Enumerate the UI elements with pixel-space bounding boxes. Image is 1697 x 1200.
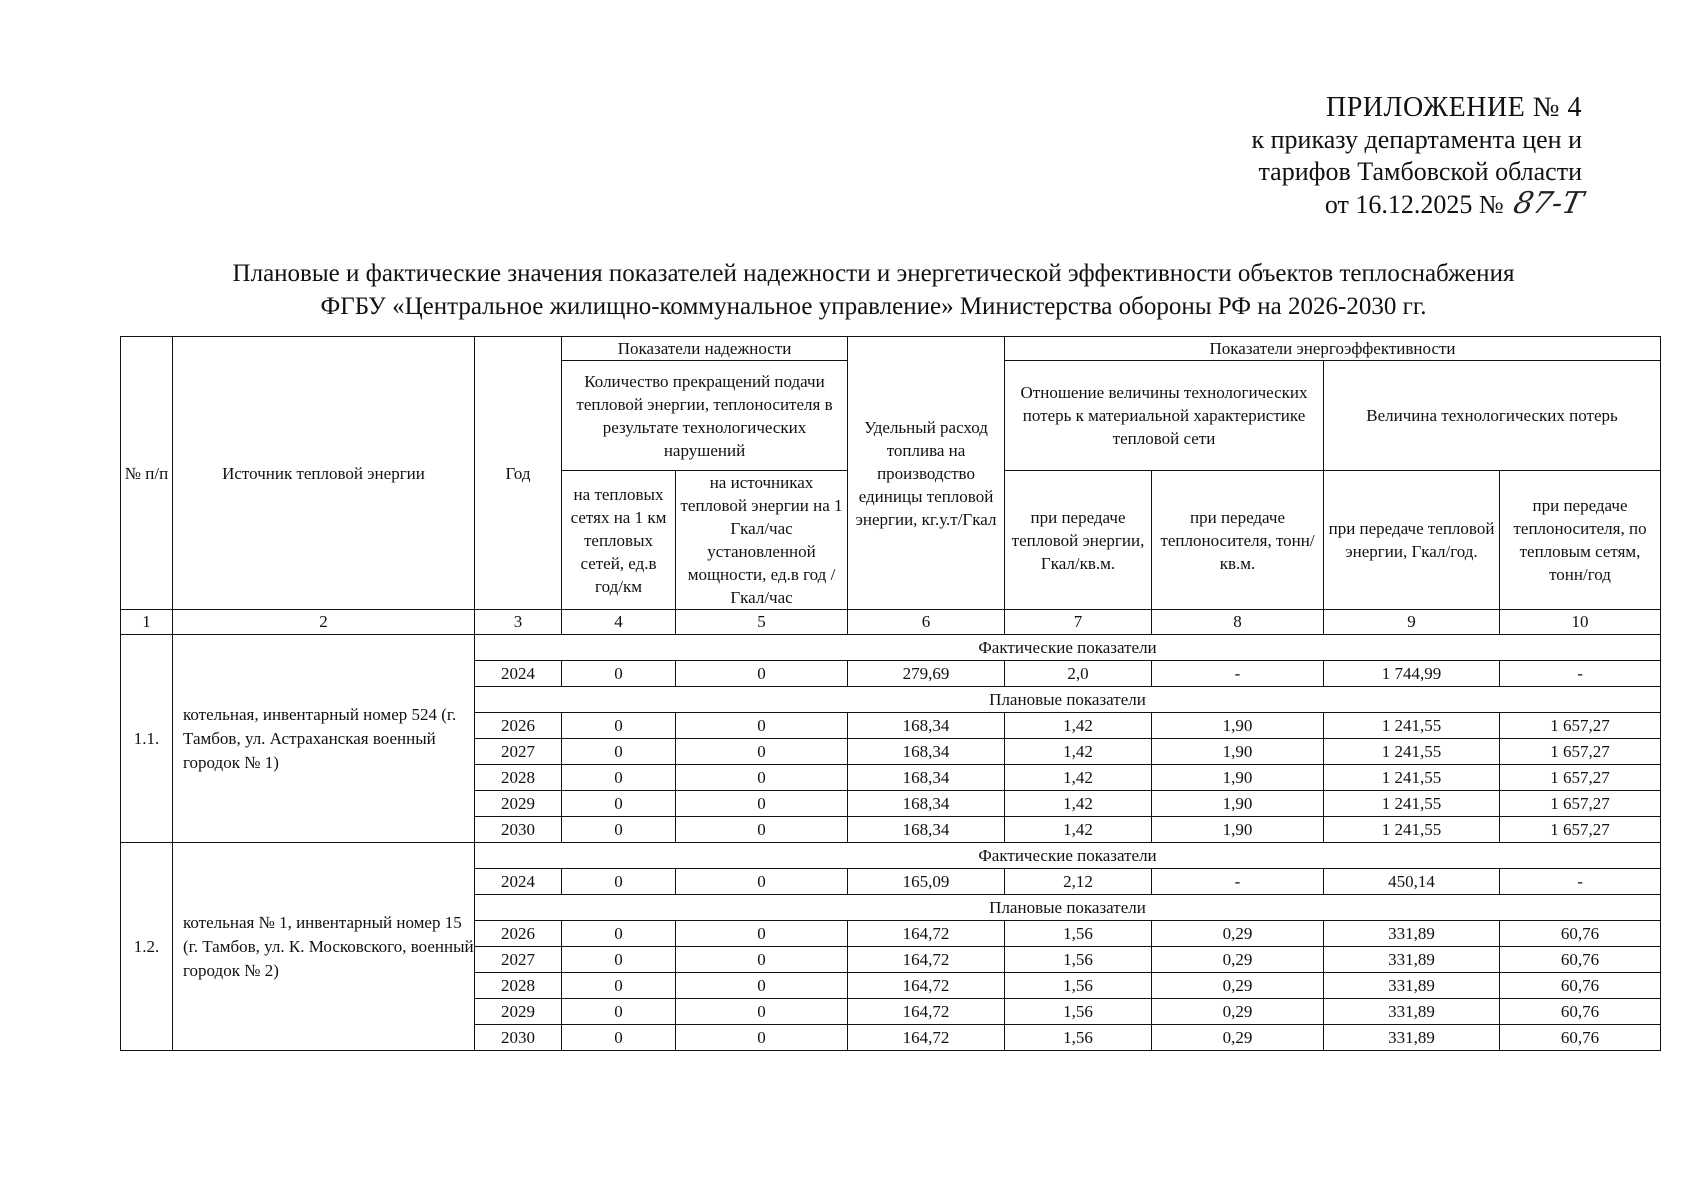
table-cell: 1 241,55 bbox=[1324, 713, 1500, 739]
column-number: 5 bbox=[676, 610, 848, 635]
table-cell: 1 657,27 bbox=[1500, 765, 1661, 791]
table-cell: 2030 bbox=[475, 1025, 562, 1051]
table-cell: - bbox=[1152, 661, 1324, 687]
table-cell: 168,34 bbox=[848, 817, 1005, 843]
document-title-line-1: Плановые и фактические значения показателей надежности и энергетической эффективности объектов теплоснабжения bbox=[232, 260, 1515, 287]
table-cell: 0 bbox=[676, 999, 848, 1025]
appendix-line-3 bbox=[1252, 186, 1586, 221]
table-cell: 0,29 bbox=[1152, 947, 1324, 973]
indicators-table-body bbox=[121, 610, 1661, 1051]
appendix-title: ПРИЛОЖЕНИЕ № 4 bbox=[1326, 92, 1582, 123]
table-cell: 1,56 bbox=[1005, 947, 1152, 973]
table-cell: 1 657,27 bbox=[1500, 739, 1661, 765]
table-cell: 2027 bbox=[475, 739, 562, 765]
header-efficiency: Показатели энергоэффективности bbox=[1005, 337, 1661, 361]
table-cell: 331,89 bbox=[1324, 973, 1500, 999]
table-cell: 164,72 bbox=[848, 947, 1005, 973]
table-cell: 168,34 bbox=[848, 791, 1005, 817]
column-number: 7 bbox=[1005, 610, 1152, 635]
table-cell: 0 bbox=[562, 1025, 676, 1051]
table-cell: 0 bbox=[562, 999, 676, 1025]
header-num: № п/п bbox=[121, 337, 173, 610]
header-on-sources: на источниках тепловой энергии на 1 Гкал/час установленной мощности, ед.в год /Гкал/час bbox=[676, 471, 848, 610]
table-cell: 1,56 bbox=[1005, 999, 1152, 1025]
plan-label: Плановые показатели bbox=[475, 687, 1661, 713]
document-title-line-2: ФГБУ «Центральное жилищно-коммунальное управление» Министерства обороны РФ на 2026-2030 гг. bbox=[320, 293, 1427, 320]
header-on-networks: на тепловых сетях на 1 км тепловых сетей, ед.в год/км bbox=[562, 471, 676, 610]
table-cell: 0 bbox=[676, 921, 848, 947]
table-cell: 2024 bbox=[475, 869, 562, 895]
column-numbers-row bbox=[121, 610, 1661, 635]
table-cell: 60,76 bbox=[1500, 999, 1661, 1025]
header-year: Год bbox=[475, 337, 562, 610]
table-cell: 2028 bbox=[475, 973, 562, 999]
table-cell: 0 bbox=[562, 661, 676, 687]
table-cell: 331,89 bbox=[1324, 1025, 1500, 1051]
header-ratio-heat: при передаче тепловой энергии, Гкал/кв.м. bbox=[1005, 471, 1152, 610]
table-cell: 1 241,55 bbox=[1324, 739, 1500, 765]
column-number: 4 bbox=[562, 610, 676, 635]
table-cell: 0,29 bbox=[1152, 1025, 1324, 1051]
table-cell: 279,69 bbox=[848, 661, 1005, 687]
column-number: 9 bbox=[1324, 610, 1500, 635]
column-number: 8 bbox=[1152, 610, 1324, 635]
table-cell: 1,90 bbox=[1152, 739, 1324, 765]
header-interruptions: Количество прекращений подачи тепловой энергии, теплоносителя в результате технологических нарушений bbox=[562, 361, 848, 471]
table-cell: 60,76 bbox=[1500, 1025, 1661, 1051]
table-cell: 1 241,55 bbox=[1324, 791, 1500, 817]
table-cell: 1,56 bbox=[1005, 973, 1152, 999]
table-cell: 0,29 bbox=[1152, 921, 1324, 947]
table-cell: 2029 bbox=[475, 999, 562, 1025]
indicators-table bbox=[120, 336, 1661, 1051]
appendix-line-2: тарифов Тамбовской области bbox=[1258, 157, 1582, 186]
header-losses-carrier: при передаче теплоносителя, по тепловым сетям, тонн/год bbox=[1500, 471, 1661, 610]
fact-label: Фактические показатели bbox=[475, 635, 1661, 661]
fact-label: Фактические показатели bbox=[475, 843, 1661, 869]
table-cell: - bbox=[1500, 869, 1661, 895]
table-cell: 2029 bbox=[475, 791, 562, 817]
table-cell: 2030 bbox=[475, 817, 562, 843]
table-cell: - bbox=[1500, 661, 1661, 687]
table-cell: 0 bbox=[562, 921, 676, 947]
column-number: 3 bbox=[475, 610, 562, 635]
order-date-label: от 16.12.2025 № bbox=[1324, 190, 1504, 219]
table-cell: 165,09 bbox=[848, 869, 1005, 895]
table-cell: 1,90 bbox=[1152, 817, 1324, 843]
table-cell: 1,90 bbox=[1152, 791, 1324, 817]
table-cell: 60,76 bbox=[1500, 973, 1661, 999]
table-cell: 331,89 bbox=[1324, 999, 1500, 1025]
section-label-row bbox=[121, 843, 1661, 869]
table-cell: 0 bbox=[676, 713, 848, 739]
table-cell: 2,0 bbox=[1005, 661, 1152, 687]
table-cell: 0 bbox=[562, 713, 676, 739]
table-cell: 1,56 bbox=[1005, 1025, 1152, 1051]
table-cell: 0 bbox=[562, 973, 676, 999]
table-cell: - bbox=[1152, 869, 1324, 895]
table-cell: 0,29 bbox=[1152, 999, 1324, 1025]
appendix-header bbox=[1251, 92, 1586, 221]
table-cell: 168,34 bbox=[848, 765, 1005, 791]
table-cell: 1 241,55 bbox=[1324, 817, 1500, 843]
column-number: 2 bbox=[173, 610, 475, 635]
header-losses-heat: при передаче тепловой энергии, Гкал/год. bbox=[1324, 471, 1500, 610]
order-number-handwritten: 87-Т bbox=[1510, 186, 1586, 221]
table-cell: 0 bbox=[562, 765, 676, 791]
header-losses: Величина технологических потерь bbox=[1324, 361, 1661, 471]
table-cell: 164,72 bbox=[848, 999, 1005, 1025]
table-cell: 1 241,55 bbox=[1324, 765, 1500, 791]
table-cell: 2024 bbox=[475, 661, 562, 687]
header-ratio: Отношение величины технологических потерь к материальной характеристике тепловой сети bbox=[1005, 361, 1324, 471]
object-number: 1.1. bbox=[121, 635, 173, 843]
table-cell: 1 657,27 bbox=[1500, 713, 1661, 739]
table-cell: 0 bbox=[562, 869, 676, 895]
table-cell: 0 bbox=[676, 661, 848, 687]
section-label-row bbox=[121, 635, 1661, 661]
table-cell: 0 bbox=[676, 973, 848, 999]
table-cell: 164,72 bbox=[848, 973, 1005, 999]
table-cell: 1,42 bbox=[1005, 791, 1152, 817]
table-cell: 164,72 bbox=[848, 1025, 1005, 1051]
object-source: котельная, инвентарный номер 524 (г. Тамбов, ул. Астраханская военный городок № 1) bbox=[173, 635, 475, 843]
table-cell: 0 bbox=[562, 817, 676, 843]
document-title bbox=[120, 257, 1627, 323]
table-cell: 2026 bbox=[475, 713, 562, 739]
object-number: 1.2. bbox=[121, 843, 173, 1051]
table-cell: 450,14 bbox=[1324, 869, 1500, 895]
table-cell: 60,76 bbox=[1500, 947, 1661, 973]
table-cell: 1,42 bbox=[1005, 713, 1152, 739]
table-cell: 1,42 bbox=[1005, 739, 1152, 765]
table-cell: 0 bbox=[676, 869, 848, 895]
table-cell: 1 657,27 bbox=[1500, 791, 1661, 817]
table-cell: 168,34 bbox=[848, 713, 1005, 739]
table-cell: 0 bbox=[562, 739, 676, 765]
table-cell: 1,42 bbox=[1005, 817, 1152, 843]
table-cell: 331,89 bbox=[1324, 947, 1500, 973]
table-cell: 0 bbox=[676, 791, 848, 817]
plan-label: Плановые показатели bbox=[475, 895, 1661, 921]
table-cell: 2,12 bbox=[1005, 869, 1152, 895]
appendix-line-1: к приказу департамента цен и bbox=[1251, 125, 1582, 154]
table-cell: 0 bbox=[676, 1025, 848, 1051]
header-reliability: Показатели надежности bbox=[562, 337, 848, 361]
table-cell: 2026 bbox=[475, 921, 562, 947]
table-cell: 164,72 bbox=[848, 921, 1005, 947]
column-number: 1 bbox=[121, 610, 173, 635]
table-cell: 0 bbox=[676, 739, 848, 765]
table-cell: 331,89 bbox=[1324, 921, 1500, 947]
header-ratio-carrier: при передаче теплоносителя, тонн/кв.м. bbox=[1152, 471, 1324, 610]
header-source: Источник тепловой энергии bbox=[173, 337, 475, 610]
table-cell: 1,90 bbox=[1152, 713, 1324, 739]
column-number: 10 bbox=[1500, 610, 1661, 635]
object-source: котельная № 1, инвентарный номер 15 (г. Тамбов, ул. К. Московского, военный городок № 2) bbox=[173, 843, 475, 1051]
table-cell: 1,42 bbox=[1005, 765, 1152, 791]
table-cell: 0 bbox=[676, 765, 848, 791]
table-cell: 2027 bbox=[475, 947, 562, 973]
table-cell: 2028 bbox=[475, 765, 562, 791]
table-cell: 0,29 bbox=[1152, 973, 1324, 999]
table-cell: 168,34 bbox=[848, 739, 1005, 765]
table-cell: 1 744,99 bbox=[1324, 661, 1500, 687]
table-cell: 0 bbox=[676, 817, 848, 843]
column-number: 6 bbox=[848, 610, 1005, 635]
header-fuel: Удельный расход топлива на производство единицы тепловой энергии, кг.у.т/Гкал bbox=[848, 337, 1005, 610]
table-cell: 0 bbox=[676, 947, 848, 973]
table-cell: 1,90 bbox=[1152, 765, 1324, 791]
table-cell: 1 657,27 bbox=[1500, 817, 1661, 843]
table-cell: 0 bbox=[562, 791, 676, 817]
table-cell: 60,76 bbox=[1500, 921, 1661, 947]
table-cell: 1,56 bbox=[1005, 921, 1152, 947]
table-cell: 0 bbox=[562, 947, 676, 973]
